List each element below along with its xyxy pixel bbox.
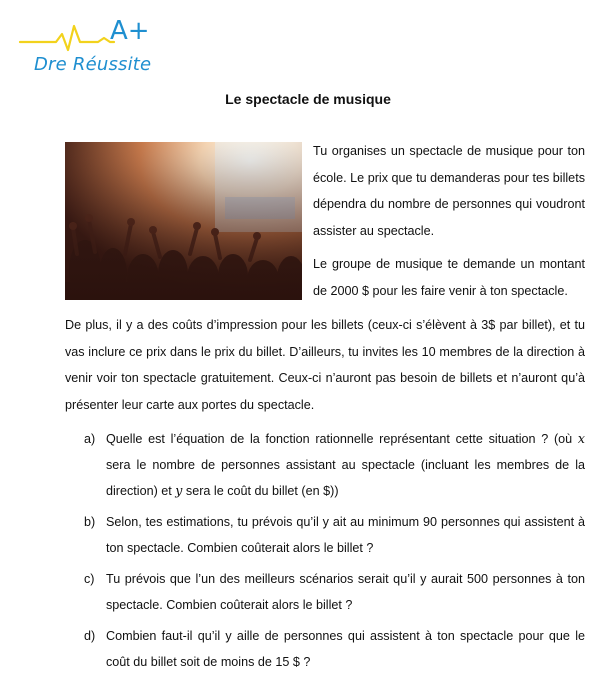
variable-x: x [577, 431, 585, 446]
intro-paragraph-1: Tu organises un spectacle de musique pour ton école. Le prix que tu demanderas pour tes billets dépendra du nombre de personnes qui voudront assister au spectacle. [313, 144, 585, 238]
dre-reussite-logo [18, 12, 154, 78]
page-title: Le spectacle de musique [225, 91, 391, 107]
question-letter: b) [84, 515, 96, 529]
concert-crowd-photo [65, 142, 302, 300]
intro-paragraph-2: Le groupe de musique te demande un montant de 2000 $ pour les faire venir à ton spectacle. [313, 257, 585, 298]
variable-y: y [175, 483, 183, 498]
body-paragraph: De plus, il y a des coûts d’impression pour les billets (ceux-ci s’élèvent à 3$ par billet), et tu vas inclure ce prix dans le prix du billet. D’ailleurs, tu invites les 10 membres de la direction à venir voir ton spectacle gratuitement. Ceux-ci n’auront pas besoin de billets et n’auront qu’à présenter leur carte aux portes du spectacle. [65, 318, 585, 412]
question-text: Combien faut-il qu’il y aille de personnes qui assistent à ton spectacle pour que le coût du billet soit de moins de 15 $ ? [106, 629, 585, 669]
question-letter: a) [84, 432, 96, 446]
logo-brand: Dre Réussite [34, 54, 152, 75]
question-a [84, 426, 585, 504]
question-text: Quelle est l’équation de la fonction rationnelle représentant cette situation ? (où [106, 432, 578, 446]
body-text [65, 312, 585, 418]
question-c [84, 566, 585, 618]
question-text: Selon, tes estimations, tu prévois qu’il y ait au minimum 90 personnes qui assistent à ton spectacle. Combien coûterait alors le billet ? [106, 515, 585, 555]
question-b [84, 509, 585, 561]
question-letter: c) [84, 572, 95, 586]
intro-text [313, 138, 585, 304]
question-list [84, 426, 585, 680]
question-letter: d) [84, 629, 96, 643]
logo-mark: A+ [110, 16, 150, 46]
question-d [84, 623, 585, 675]
question-text: sera le nombre de personnes assistant au spectacle (incluant les membres de la direction) et [106, 458, 585, 498]
question-text: Tu prévois que l’un des meilleurs scénarios serait qu’il y aurait 500 personnes à ton spectacle. Combien coûterait alors le billet ? [106, 572, 585, 612]
question-text: sera le coût du billet (en $)) [182, 484, 339, 498]
